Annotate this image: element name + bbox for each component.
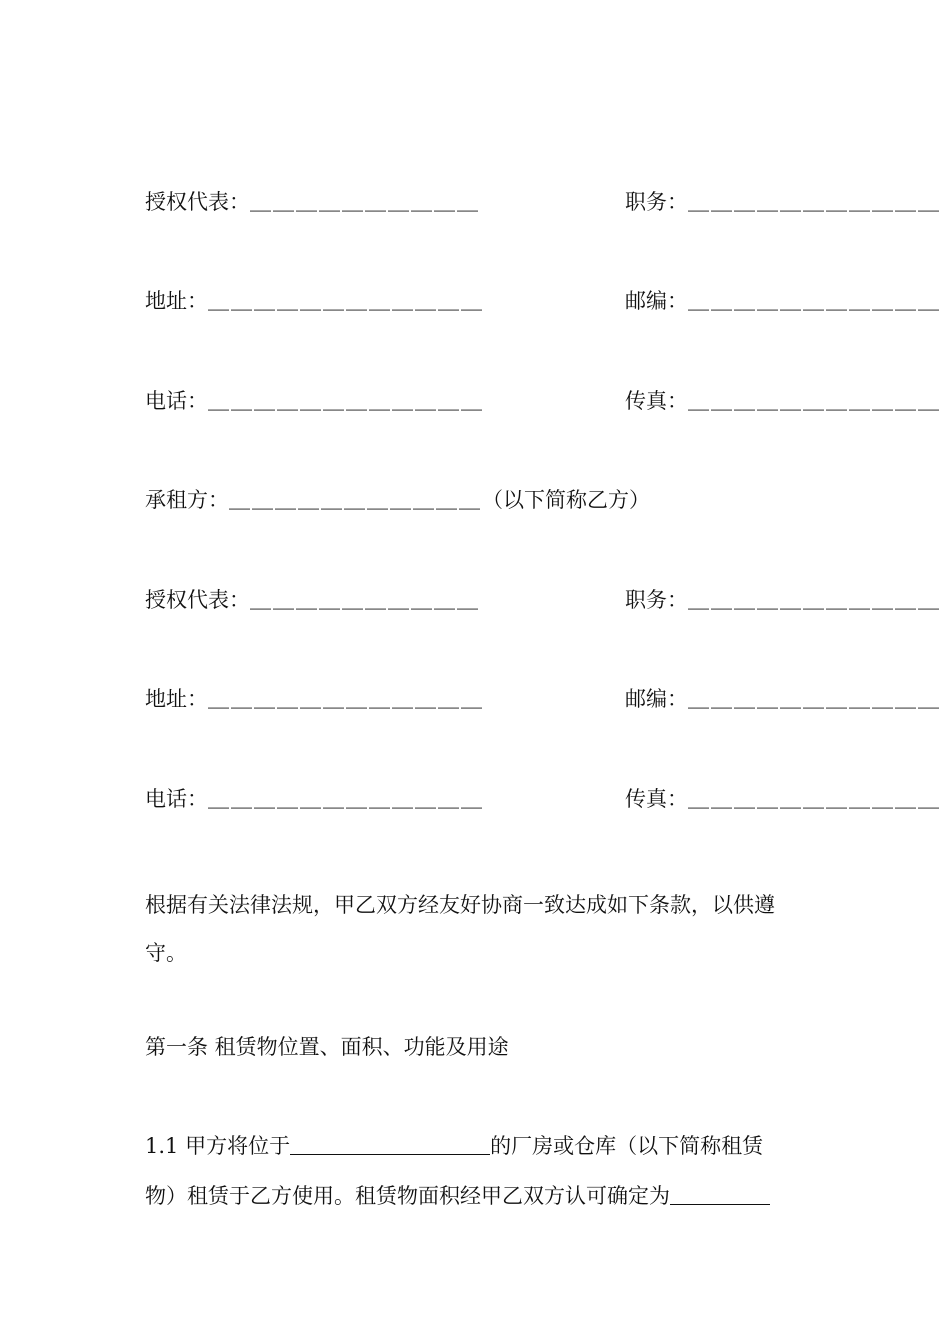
fax-label: 传真： — [625, 389, 688, 413]
fax-blank: ＿＿＿＿＿＿＿＿＿＿＿ — [688, 389, 941, 413]
location-blank — [290, 1132, 490, 1155]
lessee-addr-row — [145, 683, 941, 715]
fax-blank: ＿＿＿＿＿＿＿＿＿＿＿ — [688, 787, 941, 811]
addr-blank: ＿＿＿＿＿＿＿＿＿＿＿＿ — [208, 687, 484, 711]
lessor-tel-row — [145, 385, 941, 417]
zip-blank: ＿＿＿＿＿＿＿＿＿＿＿ — [688, 687, 941, 711]
title-label: 职务： — [625, 588, 688, 612]
title-blank: ＿＿＿＿＿＿＿＿＿＿＿ — [688, 588, 941, 612]
title-blank: ＿＿＿＿＿＿＿＿＿＿＿ — [688, 190, 941, 214]
tel-blank: ＿＿＿＿＿＿＿＿＿＿＿＿ — [208, 787, 484, 811]
intro-paragraph: 根据有关法律法规，甲乙双方经友好协商一致达成如下条款，以供遵守。 — [145, 893, 775, 965]
rep-label: 授权代表： — [145, 588, 250, 612]
zip-blank: ＿＿＿＿＿＿＿＿＿＿＿ — [688, 289, 941, 313]
addr-blank: ＿＿＿＿＿＿＿＿＿＿＿＿ — [208, 289, 484, 313]
clause-text-b: 的厂房或仓库（以下简称租赁 — [490, 1134, 764, 1158]
party-suffix: （以下简称乙方） — [482, 488, 650, 512]
tel-label: 电话： — [145, 787, 208, 811]
rep-blank: ＿＿＿＿＿＿＿＿＿＿ — [250, 588, 480, 612]
addr-label: 地址： — [145, 289, 208, 313]
rep-label: 授权代表： — [145, 190, 250, 214]
zip-label: 邮编： — [625, 687, 688, 711]
article-heading: 第一条 租赁物位置、面积、功能及用途 — [145, 1035, 509, 1059]
addr-label: 地址： — [145, 687, 208, 711]
lessee-rep-row — [145, 584, 941, 616]
fax-label: 传真： — [625, 787, 688, 811]
lessor-rep-row — [145, 186, 941, 218]
clause-text-a: 甲方将位于 — [185, 1134, 291, 1158]
clause-number: 1.1 — [145, 1134, 179, 1158]
tel-blank: ＿＿＿＿＿＿＿＿＿＿＿＿ — [208, 389, 484, 413]
clause-text-c: 物）租赁于乙方使用。租赁物面积经甲乙双方认可确定为 — [145, 1184, 670, 1208]
party-blank: ＿＿＿＿＿＿＿＿＿＿＿ — [229, 488, 482, 512]
lessee-party-row — [145, 484, 650, 516]
lessee-tel-row — [145, 783, 941, 815]
party-label: 承租方： — [145, 488, 229, 512]
rep-blank: ＿＿＿＿＿＿＿＿＿＿ — [250, 190, 480, 214]
zip-label: 邮编： — [625, 289, 688, 313]
area-blank — [670, 1182, 770, 1205]
title-label: 职务： — [625, 190, 688, 214]
tel-label: 电话： — [145, 389, 208, 413]
clause-1-1-line-2 — [145, 1180, 770, 1212]
clause-1-1-line-1 — [145, 1130, 763, 1162]
lessor-addr-row — [145, 285, 941, 317]
